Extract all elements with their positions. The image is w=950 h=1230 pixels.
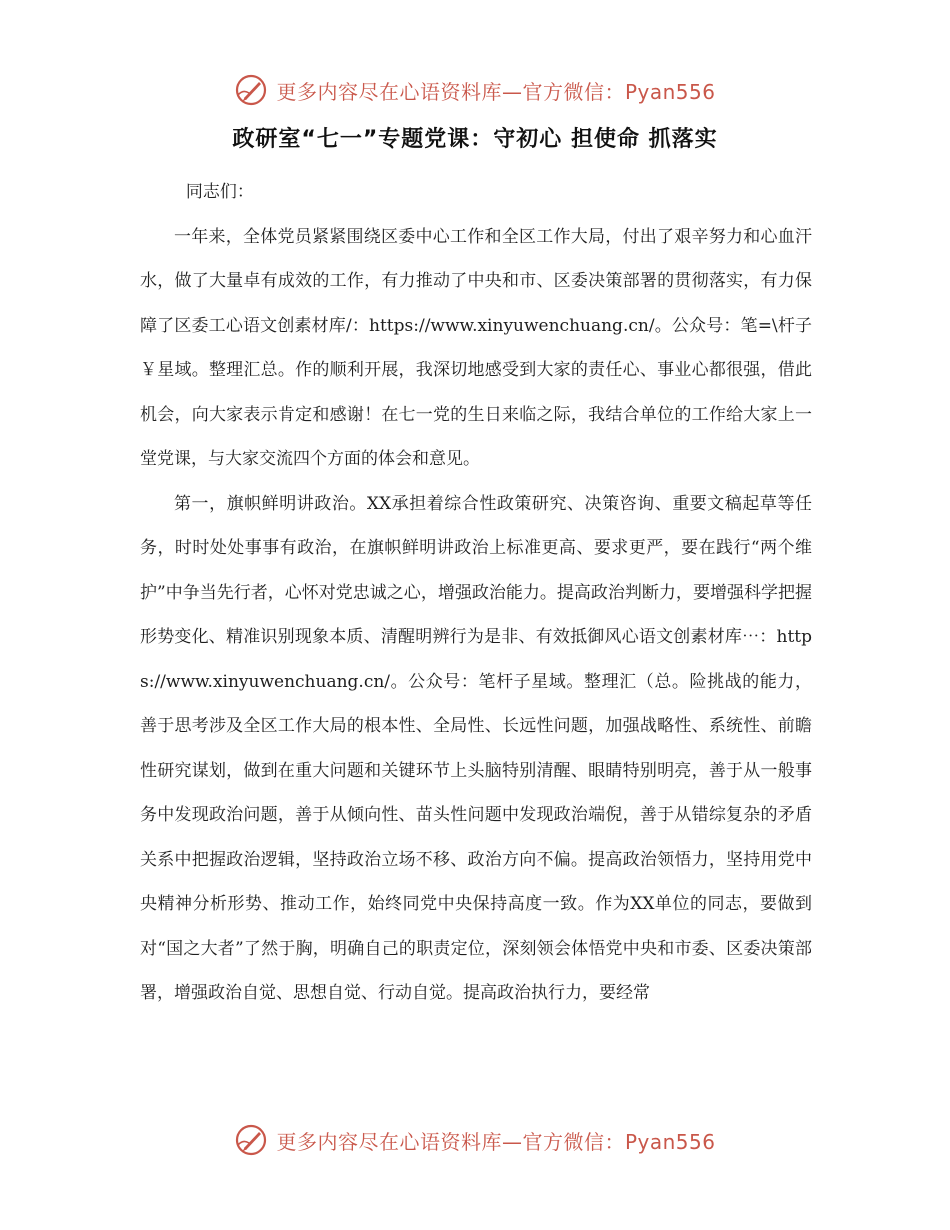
document-title: 政研室“七一”专题党课：守初心 担使命 抓落实 bbox=[232, 127, 718, 152]
pen-quill-logo-icon bbox=[234, 1123, 268, 1157]
footer-banner bbox=[0, 1120, 950, 1160]
banner-text: 更多内容尽在心语资料库—官方微信：Pyan556 bbox=[276, 1129, 716, 1154]
document-body bbox=[140, 170, 812, 1016]
paragraph-intro: 一年来，全体党员紧紧围绕区委中心工作和全区工作大局，付出了艰辛努力和心血汗水，做了大量卓有成效的工作，有力推动了中央和市、区委决策部署的贯彻落实，有力保障了区委工心语文创素材库/：https://www.xinyuwenchuang.cn/。公众号：笔=\杆子￥星域。整理汇总。作的顺利开展，我深切地感受到大家的责任心、事业心都很强，借此机会，向大家表示肯定和感谢！在七一党的生日来临之际，我结合单位的工作给大家上一堂党课，与大家交流四个方面的体会和意见。 bbox=[140, 226, 812, 469]
pen-quill-logo-icon bbox=[234, 73, 268, 107]
paragraph-first-point: 第一，旗帜鲜明讲政治。XX承担着综合性政策研究、决策咨询、重要文稿起草等任务，时时处处事事有政治，在旗帜鲜明讲政治上标准更高、要求更严，要在践行“两个维护”中争当先行者，心怀对党忠诚之心，增强政治能力。提高政治判断力，要增强科学把握形势变化、精准识别现象本质、清醒明辨行为是非、有效抵御风心语文创素材库⋯：https://www.xinyuwenchuang.cn/。公众号：笔杆子星域。整理汇（总。险挑战的能力，善于思考涉及全区工作大局的根本性、全局性、长远性问题，加强战略性、系统性、前瞻性研究谋划，做到在重大问题和关键环节上头脑特别清醒、眼睛特别明亮，善于从一般事务中发现政治问题，善于从倾向性、苗头性问题中发现政治端倪，善于从错综复杂的矛盾关系中把握政治逻辑，坚持政治立场不移、政治方向不偏。提高政治领悟力，坚持用党中央精神分析形势、推动工作，始终同党中央保持高度一致。作为XX单位的同志，要做到对“国之大者”了然于胸，明确自己的职责定位，深刻领会体悟党中央和市委、区委决策部署，增强政治自觉、思想自觉、行动自觉。提高政治执行力，要经常 bbox=[140, 493, 812, 1003]
banner-text: 更多内容尽在心语资料库—官方微信：Pyan556 bbox=[276, 79, 716, 104]
header-banner bbox=[0, 70, 950, 110]
greeting: 同志们： bbox=[185, 182, 254, 202]
